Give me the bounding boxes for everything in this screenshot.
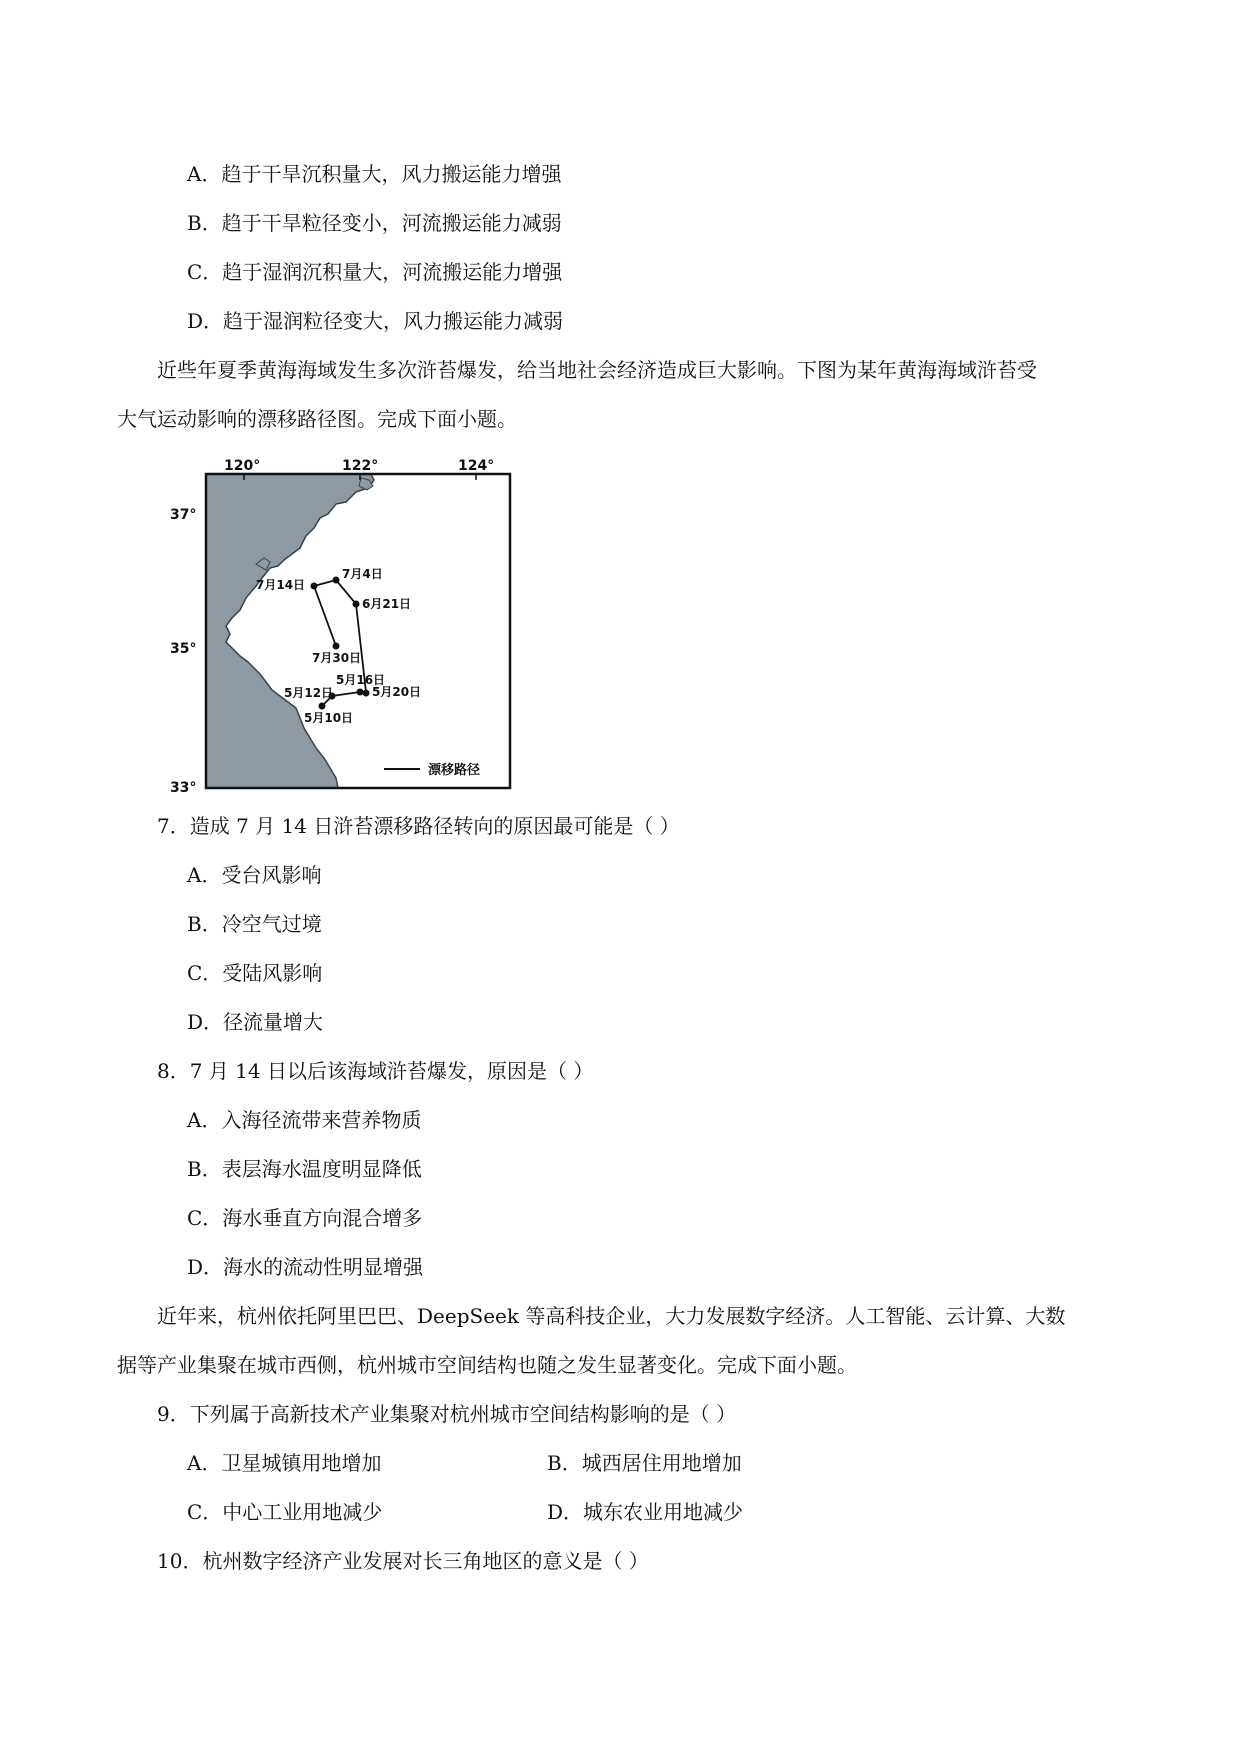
q9-option-b: B．城西居住用地增加 xyxy=(547,1451,742,1475)
label-may10: 5月10日 xyxy=(304,711,354,725)
label-may12: 5月12日 xyxy=(284,686,334,700)
lat-label-35: 35° xyxy=(170,641,197,657)
passage2-line2: 据等产业集聚在城市西侧，杭州城市空间结构也随之发生显著变化。完成下面小题。 xyxy=(117,1353,857,1377)
q9-option-a: A．卫星城镇用地增加 xyxy=(187,1451,382,1475)
q8-stem: 8．7 月 14 日以后该海域浒苔爆发，原因是（ ） xyxy=(157,1059,594,1083)
point-jul14 xyxy=(311,583,318,590)
q8-option-b: B．表层海水温度明显降低 xyxy=(187,1157,422,1181)
lon-label-124: 124° xyxy=(458,458,495,474)
label-jun21: 6月21日 xyxy=(362,597,412,611)
lon-label-120: 120° xyxy=(224,458,261,474)
q7-option-c: C．受陆风影响 xyxy=(187,961,323,985)
option-c: C．趋于湿润沉积量大，河流搬运能力增强 xyxy=(187,260,563,284)
option-b: B．趋于干旱粒径变小，河流搬运能力减弱 xyxy=(187,211,562,235)
passage1-line2: 大气运动影响的漂移路径图。完成下面小题。 xyxy=(117,407,517,431)
point-may20 xyxy=(363,690,370,697)
q9-option-c: C．中心工业用地减少 xyxy=(187,1500,383,1524)
label-may16: 5月16日 xyxy=(336,673,386,687)
point-jul4 xyxy=(333,577,340,584)
label-jul30: 7月30日 xyxy=(312,651,362,665)
q9-option-d: D．城东农业用地减少 xyxy=(547,1500,744,1524)
label-may20: 5月20日 xyxy=(372,685,422,699)
point-jul30 xyxy=(333,643,340,650)
q7-option-b: B．冷空气过境 xyxy=(187,912,322,936)
passage1-line1: 近些年夏季黄海海域发生多次浒苔爆发，给当地社会经济造成巨大影响。下图为某年黄海海域浒苔受 xyxy=(157,358,1037,382)
q7-option-d: D．径流量增大 xyxy=(187,1010,324,1034)
point-may10 xyxy=(319,703,326,710)
passage2-line1: 近年来，杭州依托阿里巴巴、DeepSeek 等高科技企业，大力发展数字经济。人工智能、云计算、大数 xyxy=(157,1304,1066,1328)
q9-stem: 9．下列属于高新技术产业集聚对杭州城市空间结构影响的是（ ） xyxy=(157,1402,737,1426)
q8-option-d: D．海水的流动性明显增强 xyxy=(187,1255,424,1279)
option-d: D．趋于湿润粒径变大，风力搬运能力减弱 xyxy=(187,309,564,333)
lat-label-33: 33° xyxy=(170,780,197,796)
lat-label-37: 37° xyxy=(170,507,197,523)
drift-path-map xyxy=(170,456,516,796)
legend-label: 漂移路径 xyxy=(428,763,481,778)
point-jun21 xyxy=(353,601,360,608)
q8-option-a: A．入海径流带来营养物质 xyxy=(187,1108,422,1132)
lon-label-122: 122° xyxy=(342,458,379,474)
label-jul4: 7月4日 xyxy=(342,567,383,581)
q8-option-c: C．海水垂直方向混合增多 xyxy=(187,1206,423,1230)
label-jul14: 7月14日 xyxy=(256,578,306,592)
option-a: A．趋于干旱沉积量大，风力搬运能力增强 xyxy=(187,162,562,186)
q10-stem: 10．杭州数字经济产业发展对长三角地区的意义是（ ） xyxy=(157,1549,649,1573)
q7-stem: 7．造成 7 月 14 日浒苔漂移路径转向的原因最可能是（ ） xyxy=(157,814,680,838)
point-may16 xyxy=(357,689,364,696)
q7-option-a: A．受台风影响 xyxy=(187,863,322,887)
